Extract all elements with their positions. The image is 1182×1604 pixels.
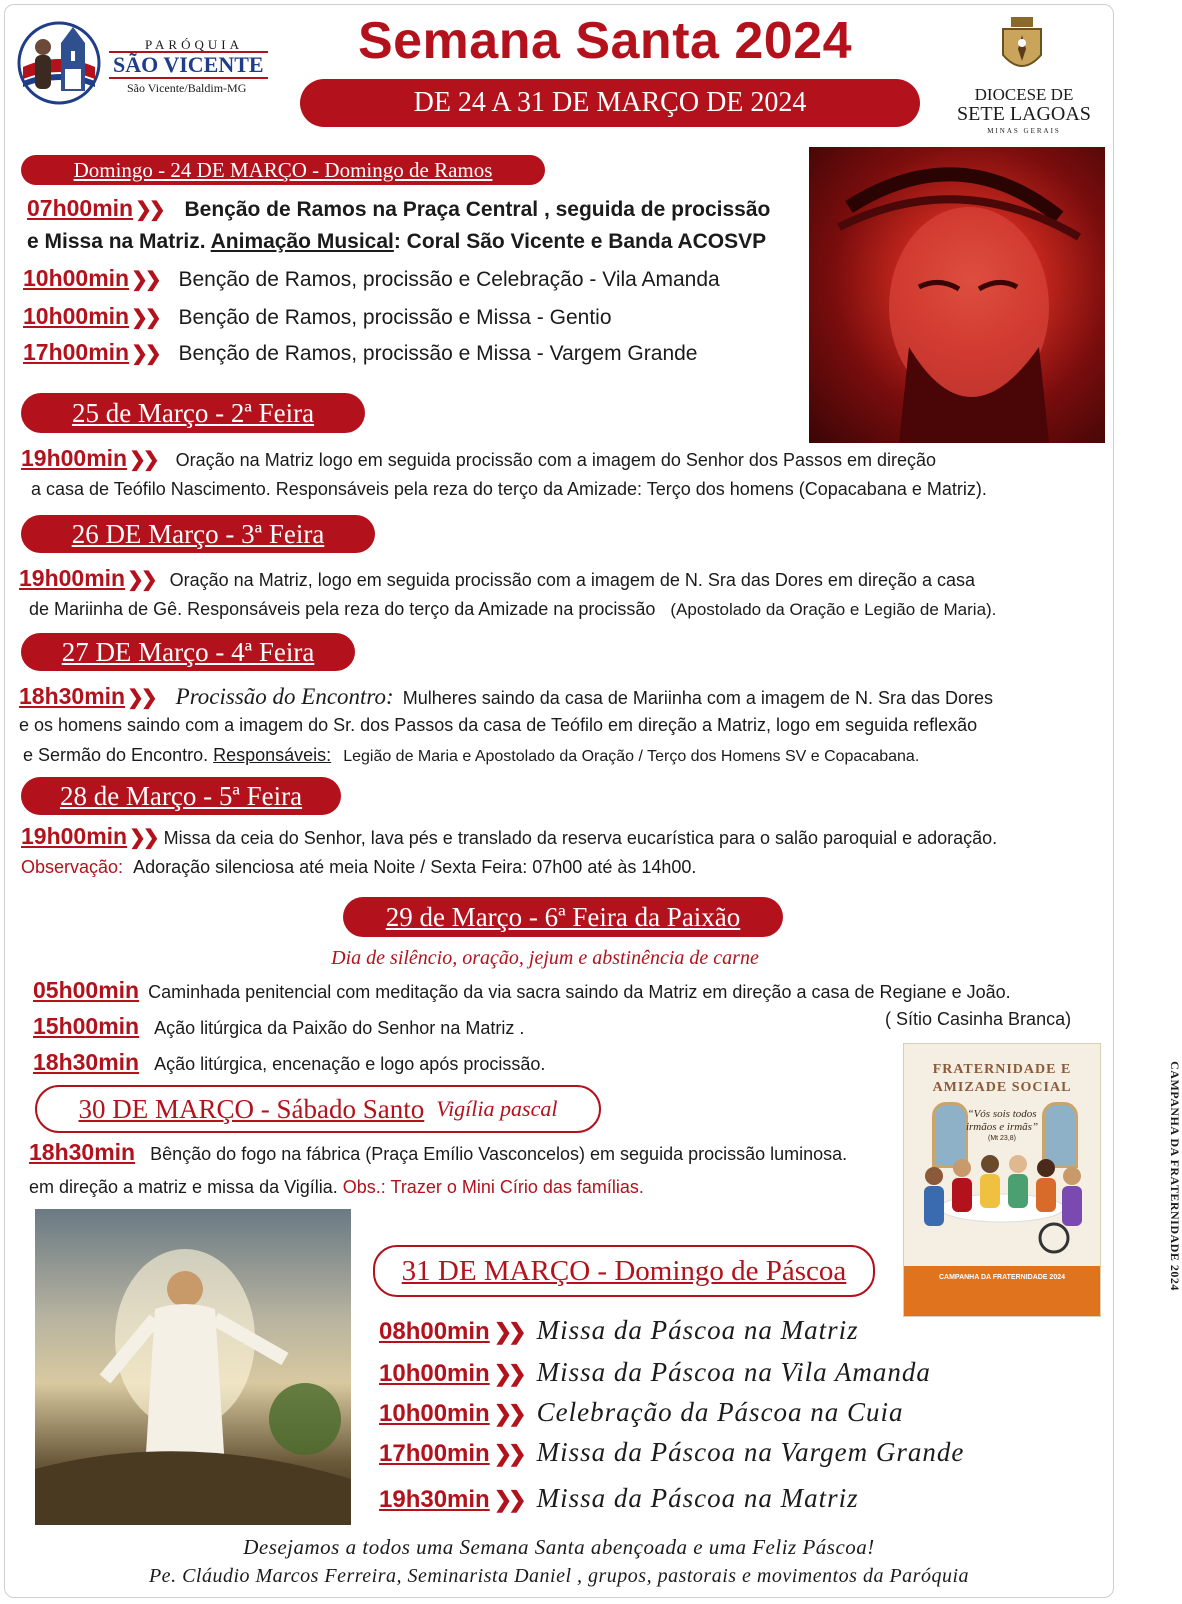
section-good-friday-header bbox=[343, 897, 783, 937]
tuesday-line1 bbox=[19, 565, 975, 592]
monday-line1 bbox=[21, 445, 936, 472]
easter-item-2 bbox=[379, 1357, 931, 1388]
item-text: e Sermão do Encontro. bbox=[23, 745, 214, 765]
item-text: (Apostolado da Oração e Legião de Maria). bbox=[670, 600, 997, 619]
section-monday-header bbox=[21, 393, 365, 433]
arrow-icon: ❯❯ bbox=[493, 1441, 523, 1466]
observation-label: Observação: bbox=[21, 857, 124, 877]
item-text: Mulheres saindo da casa de Mariinha com a imagem de N. Sra das Dores bbox=[402, 688, 994, 708]
poster-people-illustration-icon bbox=[904, 1146, 1100, 1256]
time-label: 05h00min bbox=[33, 977, 140, 1003]
time-label: 19h30min bbox=[379, 1486, 490, 1513]
arrow-icon: ❯❯ bbox=[135, 199, 163, 221]
section-header-text: Domingo - 24 DE MARÇO - Domingo de Ramos bbox=[73, 157, 493, 182]
time-label: 15h00min bbox=[33, 1013, 140, 1039]
item-text: Missa da Páscoa na Vila Amanda bbox=[536, 1357, 931, 1387]
item-text: : Coral São Vicente e Banda ACOSVP bbox=[393, 230, 767, 253]
diocese-line2: SETE LAGOAS bbox=[957, 103, 1091, 125]
section-header-text: 30 DE MARÇO - Sábado Santo bbox=[78, 1093, 425, 1124]
footer-greeting: Desejamos a todos uma Semana Santa abençoada e uma Feliz Páscoa! bbox=[243, 1535, 875, 1559]
dates-banner-text: DE 24 A 31 DE MARÇO DE 2024 bbox=[413, 87, 807, 118]
section-header-text: 27 DE Março - 4ª Feira bbox=[61, 636, 315, 667]
item-text: Ação litúrgica, encenação e logo após procissão. bbox=[154, 1054, 546, 1074]
parish-location: São Vicente/Baldim-MG bbox=[127, 81, 247, 95]
item-text: de Mariinha de Gê. Responsáveis pela reza do terço da Amizade na procissão bbox=[29, 599, 661, 619]
section-header-text: 25 de Março - 2ª Feira bbox=[71, 397, 315, 428]
palm-item-2 bbox=[23, 265, 720, 292]
friday-item-2 bbox=[33, 1013, 524, 1040]
friday-item-3 bbox=[33, 1049, 545, 1076]
arrow-icon: ❯❯ bbox=[131, 343, 159, 365]
poster-side-label: CAMPANHA DA FRATERNIDADE 2024 bbox=[1168, 1061, 1182, 1291]
section-easter-sunday-header bbox=[373, 1245, 875, 1297]
thursday-line2 bbox=[21, 857, 696, 878]
parish-small-label: PARÓQUIA bbox=[145, 37, 243, 52]
church-logo-icon bbox=[13, 21, 105, 105]
diocese-logo bbox=[949, 15, 1099, 135]
poster-quote-2: irmãos e irmãs” bbox=[965, 1121, 1039, 1133]
footer-signature: Pe. Cláudio Marcos Ferreira, Seminarista Daniel , grupos, pastorais e movimentos da Paróquia bbox=[148, 1565, 970, 1587]
easter-item-5 bbox=[379, 1483, 859, 1514]
risen-christ-figure-icon bbox=[35, 1209, 351, 1525]
item-text: Oração na Matriz, logo em seguida procissão com a imagem de N. Sra das Dores em direção a casa bbox=[169, 570, 976, 590]
item-text: Missa da ceia do Senhor, lava pés e translado da reserva eucarística para o salão paroquial e adoração. bbox=[163, 828, 998, 848]
parish-logo bbox=[13, 21, 283, 105]
tuesday-line2 bbox=[29, 599, 996, 620]
diocese-coat-of-arms-icon bbox=[997, 15, 1047, 81]
time-label: 10h00min bbox=[23, 265, 130, 291]
thursday-line1 bbox=[21, 823, 997, 850]
jesus-thorns-image bbox=[809, 147, 1105, 443]
diocese-line1: DIOCESE DE bbox=[974, 85, 1074, 104]
time-label: 10h00min bbox=[379, 1360, 490, 1387]
parish-name: SÃO VICENTE bbox=[109, 51, 268, 79]
time-label: 08h00min bbox=[379, 1318, 490, 1345]
arrow-icon: ❯❯ bbox=[493, 1361, 523, 1386]
poster-title-1: FRATERNIDADE E bbox=[932, 1062, 1072, 1077]
item-text: Missa da Páscoa na Matriz bbox=[536, 1315, 859, 1345]
item-text: Benção de Ramos na Praça Central , seguida de procissão bbox=[184, 198, 771, 221]
item-text: a casa de Teófilo Nascimento. Responsáveis pela reza do terço da Amizade: Terço dos homens (Copacabana e Matriz). bbox=[31, 479, 987, 499]
arrow-icon: ❯❯ bbox=[127, 569, 155, 591]
section-header-text: 28 de Março - 5ª Feira bbox=[59, 780, 303, 811]
palm-item-3 bbox=[23, 303, 612, 330]
good-friday-subtitle: Dia de silêncio, oração, jejum e abstinência de carne bbox=[331, 947, 759, 969]
time-label: 10h00min bbox=[23, 303, 130, 329]
time-label: 18h30min bbox=[29, 1139, 136, 1165]
item-text: Oração na Matriz logo em seguida procissão com a imagem do Senhor dos Passos em direção bbox=[175, 450, 937, 470]
easter-item-1 bbox=[379, 1315, 859, 1346]
responsaveis-label: Responsáveis: bbox=[213, 745, 332, 765]
palm-item-1-line2 bbox=[27, 230, 766, 254]
poster-title-2: AMIZADE SOCIAL bbox=[932, 1080, 1072, 1095]
poster-page bbox=[4, 4, 1182, 1598]
time-label: 07h00min bbox=[27, 195, 134, 221]
time-label: 17h00min bbox=[379, 1440, 490, 1467]
vigil-label: Vigília pascal bbox=[436, 1096, 558, 1121]
time-label: 19h00min bbox=[19, 565, 126, 591]
item-text: Adoração silenciosa até meia Noite / Sexta Feira: 07h00 até às 14h00. bbox=[133, 857, 697, 877]
time-label: 19h00min bbox=[21, 823, 128, 849]
saturday-line2 bbox=[29, 1177, 644, 1198]
arrow-icon: ❯❯ bbox=[129, 449, 157, 471]
time-label: 18h30min bbox=[33, 1049, 140, 1075]
poster-quote-1: “Vós sois todos bbox=[967, 1108, 1037, 1120]
saturday-line1 bbox=[29, 1139, 847, 1166]
arrow-icon: ❯❯ bbox=[127, 687, 155, 709]
time-label: 19h00min bbox=[21, 445, 128, 471]
item-text: Missa da Páscoa na Matriz bbox=[536, 1483, 859, 1513]
monday-line2 bbox=[31, 479, 987, 500]
procession-title: Procissão do Encontro: bbox=[175, 684, 394, 709]
arrow-icon: ❯❯ bbox=[493, 1401, 523, 1426]
time-label: 17h00min bbox=[23, 339, 130, 365]
easter-item-4 bbox=[379, 1437, 964, 1468]
arrow-icon: ❯❯ bbox=[131, 307, 159, 329]
item-text: Bênção do fogo na fábrica (Praça Emílio Vasconcelos) em seguida procissão luminosa. bbox=[150, 1144, 848, 1164]
poster-footer-text: CAMPANHA DA FRATERNIDADE 2024 bbox=[938, 1274, 1065, 1281]
item-text: Benção de Ramos, procissão e Missa - Gentio bbox=[178, 306, 612, 329]
item-text: e Missa na Matriz. bbox=[27, 230, 211, 253]
section-palm-sunday-header bbox=[21, 155, 545, 185]
section-tuesday-header bbox=[21, 515, 375, 553]
poster-quote-ref: (Mt 23,8) bbox=[987, 1135, 1016, 1142]
obs-note: Obs.: Trazer o Mini Círio das famílias. bbox=[342, 1177, 644, 1197]
section-thursday-header bbox=[21, 777, 341, 815]
section-header-text: 29 de Março - 6ª Feira da Paixão bbox=[385, 901, 741, 932]
section-header-text: 26 DE Março - 3ª Feira bbox=[71, 518, 325, 549]
easter-item-3 bbox=[379, 1397, 904, 1428]
fraternity-campaign-poster bbox=[903, 1043, 1101, 1317]
item-text: Missa da Páscoa na Vargem Grande bbox=[536, 1437, 965, 1467]
dates-banner bbox=[300, 79, 920, 127]
arrow-icon: ❯❯ bbox=[493, 1487, 523, 1512]
friday-item-1-note: ( Sítio Casinha Branca) bbox=[885, 1009, 1072, 1029]
wednesday-line3 bbox=[23, 745, 919, 766]
section-header-text: 31 DE MARÇO - Domingo de Páscoa bbox=[401, 1254, 847, 1287]
palm-item-1-line1 bbox=[27, 195, 770, 222]
poster-footer-band bbox=[904, 1266, 1100, 1316]
item-text: Ação litúrgica da Paixão do Senhor na Matriz . bbox=[154, 1018, 525, 1038]
time-label: 10h00min bbox=[379, 1400, 490, 1427]
item-text: Legião de Maria e Apostolado da Oração / Terço dos Homens SV e Copacabana. bbox=[343, 748, 920, 765]
palm-item-4 bbox=[23, 339, 697, 366]
item-text: Caminhada penitencial com meditação da via sacra saindo da Matriz em direção a casa de Regiane e João. bbox=[148, 982, 1011, 1002]
item-text: em direção a matriz e missa da Vigília. bbox=[29, 1177, 343, 1197]
diocese-line3: MINAS GERAIS bbox=[987, 127, 1061, 135]
music-label: Animação Musical bbox=[210, 230, 394, 253]
arrow-icon: ❯❯ bbox=[493, 1319, 523, 1344]
risen-christ-image bbox=[35, 1209, 351, 1525]
section-wednesday-header bbox=[21, 633, 355, 671]
time-label: 18h30min bbox=[19, 683, 126, 709]
item-text: Benção de Ramos, procissão e Celebração - Vila Amanda bbox=[178, 268, 720, 291]
wednesday-line1 bbox=[19, 683, 993, 710]
arrow-icon: ❯❯ bbox=[131, 269, 159, 291]
item-text: e os homens saindo com a imagem do Sr. dos Passos da casa de Teófilo em direção a Matriz, logo em seguida reflexão bbox=[19, 715, 978, 735]
jesus-face-icon bbox=[809, 147, 1105, 443]
arrow-icon: ❯❯ bbox=[129, 827, 157, 849]
section-holy-saturday-header bbox=[35, 1085, 601, 1133]
item-text: Celebração da Páscoa na Cuia bbox=[536, 1397, 904, 1427]
page-title: Semana Santa 2024 bbox=[357, 12, 853, 70]
item-text: Benção de Ramos, procissão e Missa - Vargem Grande bbox=[178, 342, 698, 365]
friday-item-1 bbox=[33, 977, 1011, 1004]
wednesday-line2 bbox=[19, 715, 977, 736]
